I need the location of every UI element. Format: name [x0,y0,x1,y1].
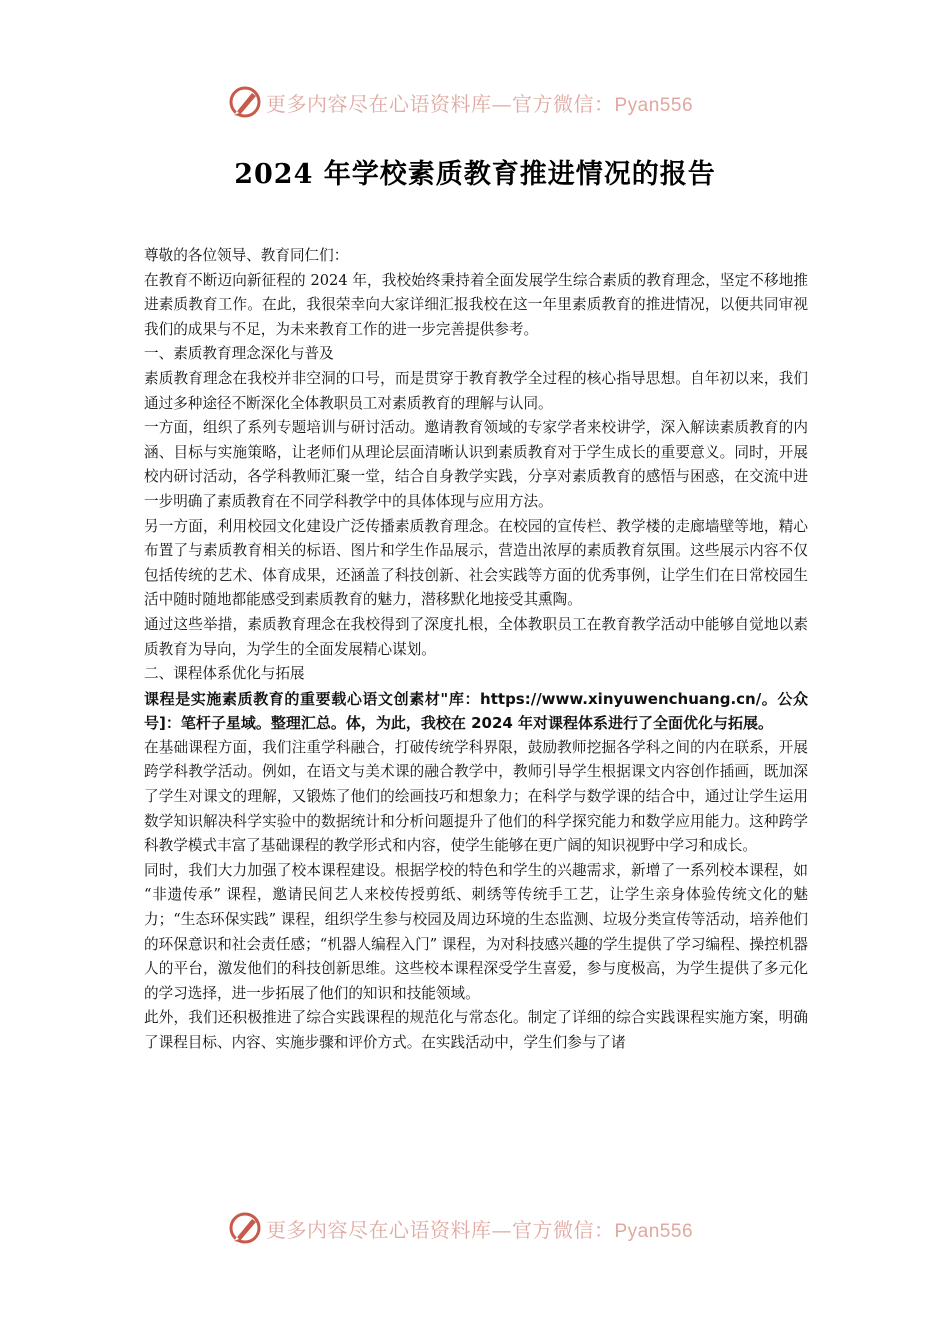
footer-banner [0,1208,950,1248]
paragraph: 一方面，组织了系列专题培训与研讨活动。邀请教育领域的专家学者来校讲学，深入解读素质教育的内涵、目标与实施策略，让老师们从理论层面清晰认识到素质教育对于学生成长的重要意义。同时，开展校内研讨活动，各学科教师汇聚一堂，结合自身教学实践，分享对素质教育的感悟与困惑，在交流中进一步明确了素质教育在不同学科教学中的具体体现与应用方法。 [144,419,808,510]
paragraph: 通过这些举措，素质教育理念在我校得到了深度扎根，全体教职员工在教育教学活动中能够自觉地以素质教育为导向，为学生的全面发展精心谋划。 [144,615,808,658]
banner-slogan: 更多内容尽在心语资料库—官方微信： [266,91,615,116]
paragraph: 素质教育理念在我校并非空洞的口号，而是贯穿于教育教学全过程的核心指导思想。自年初以来，我们通过多种途径不断深化全体教职员工对素质教育的理解与认同。 [144,369,808,412]
wechat-id: Pyan556 [614,94,694,116]
paragraph-salutation: 尊敬的各位领导、教育同仁们： [144,247,349,264]
document-body [144,244,808,1056]
pen-logo-icon [228,1211,262,1245]
paragraph: 此外，我们还积极推进了综合实践课程的规范化与常态化。制定了详细的综合实践课程实施方案，明确了课程目标、内容、实施步骤和评价方式。在实践活动中，学生们参与了诸 [144,1009,808,1051]
wechat-id: Pyan556 [614,1220,694,1242]
paragraph: 另一方面，利用校园文化建设广泛传播素质教育理念。在校园的宣传栏、教学楼的走廊墙壁等地，精心布置了与素质教育相关的标语、图片和学生作品展示，营造出浓厚的素质教育氛围。这些展示内容不仅包括传统的艺术、体育成果，还涵盖了科技创新、社会实践等方面的优秀事例，让学生们在日常校园生活中随时随地都能感受到素质教育的魅力，潜移默化地接受其熏陶。 [144,517,808,609]
paragraph-bold: 课程是实施素质教育的重要载心语文创素材"库：https://www.xinyuwenchuang.cn/。公众号]：笔杆子星域。整理汇总。体，为此，我校在 2024 年对课程体系进行了全面优化与拓展。 [144,689,808,733]
page-title: 2024 年学校素质教育推进情况的报告 [234,159,716,190]
section-heading: 二、课程体系优化与拓展 [144,665,305,683]
paragraph: 在教育不断迈向新征程的 2024 年，我校始终秉持着全面发展学生综合素质的教育理念，坚定不移地推进素质教育工作。在此，我很荣幸向大家详细汇报我校在这一年里素质教育的推进情况，以便共同审视我们的成果与不足，为未来教育工作的进一步完善提供参考。 [144,271,808,338]
section-heading: 一、素质教育理念深化与普及 [144,345,334,363]
banner-text [266,1214,693,1243]
paragraph: 同时，我们大力加强了校本课程建设。根据学校的特色和学生的兴趣需求，新增了一系列校本课程，如 “非遗传承” 课程，邀请民间艺人来校传授剪纸、刺绣等传统手工艺，让学生亲身体验传统文化的魅力；“生态环保实践” 课程，组织学生参与校园及周边环境的生态监测、垃圾分类宣传等活动，培养他们的环保意识和社会责任感；“机器人编程入门” 课程，为对科技感兴趣的学生提供了学习编程、操控机器人的平台，激发他们的科技创新思维。这些校本课程深受学生喜爱，参与度极高，为学生提供了多元化的学习选择，进一步拓展了他们的知识和技能领域。 [144,861,808,1002]
paragraph: 在基础课程方面，我们注重学科融合，打破传统学科界限，鼓励教师挖掘各学科之间的内在联系，开展跨学科教学活动。例如，在语文与美术课的融合教学中，教师引导学生根据课文内容创作插画，既加深了学生对课文的理解，又锻炼了他们的绘画技巧和想象力；在科学与数学课的结合中，通过让学生运用数学知识解决科学实验中的数据统计和分析问题提升了他们的科学探究能力和数学应用能力。这种跨学科教学模式丰富了基础课程的教学形式和内容，使学生能够在更广阔的知识视野中学习和成长。 [144,738,808,855]
banner-text [266,88,693,117]
pen-logo-icon [228,85,262,119]
banner-slogan: 更多内容尽在心语资料库—官方微信： [266,1217,615,1242]
header-banner [0,82,950,122]
